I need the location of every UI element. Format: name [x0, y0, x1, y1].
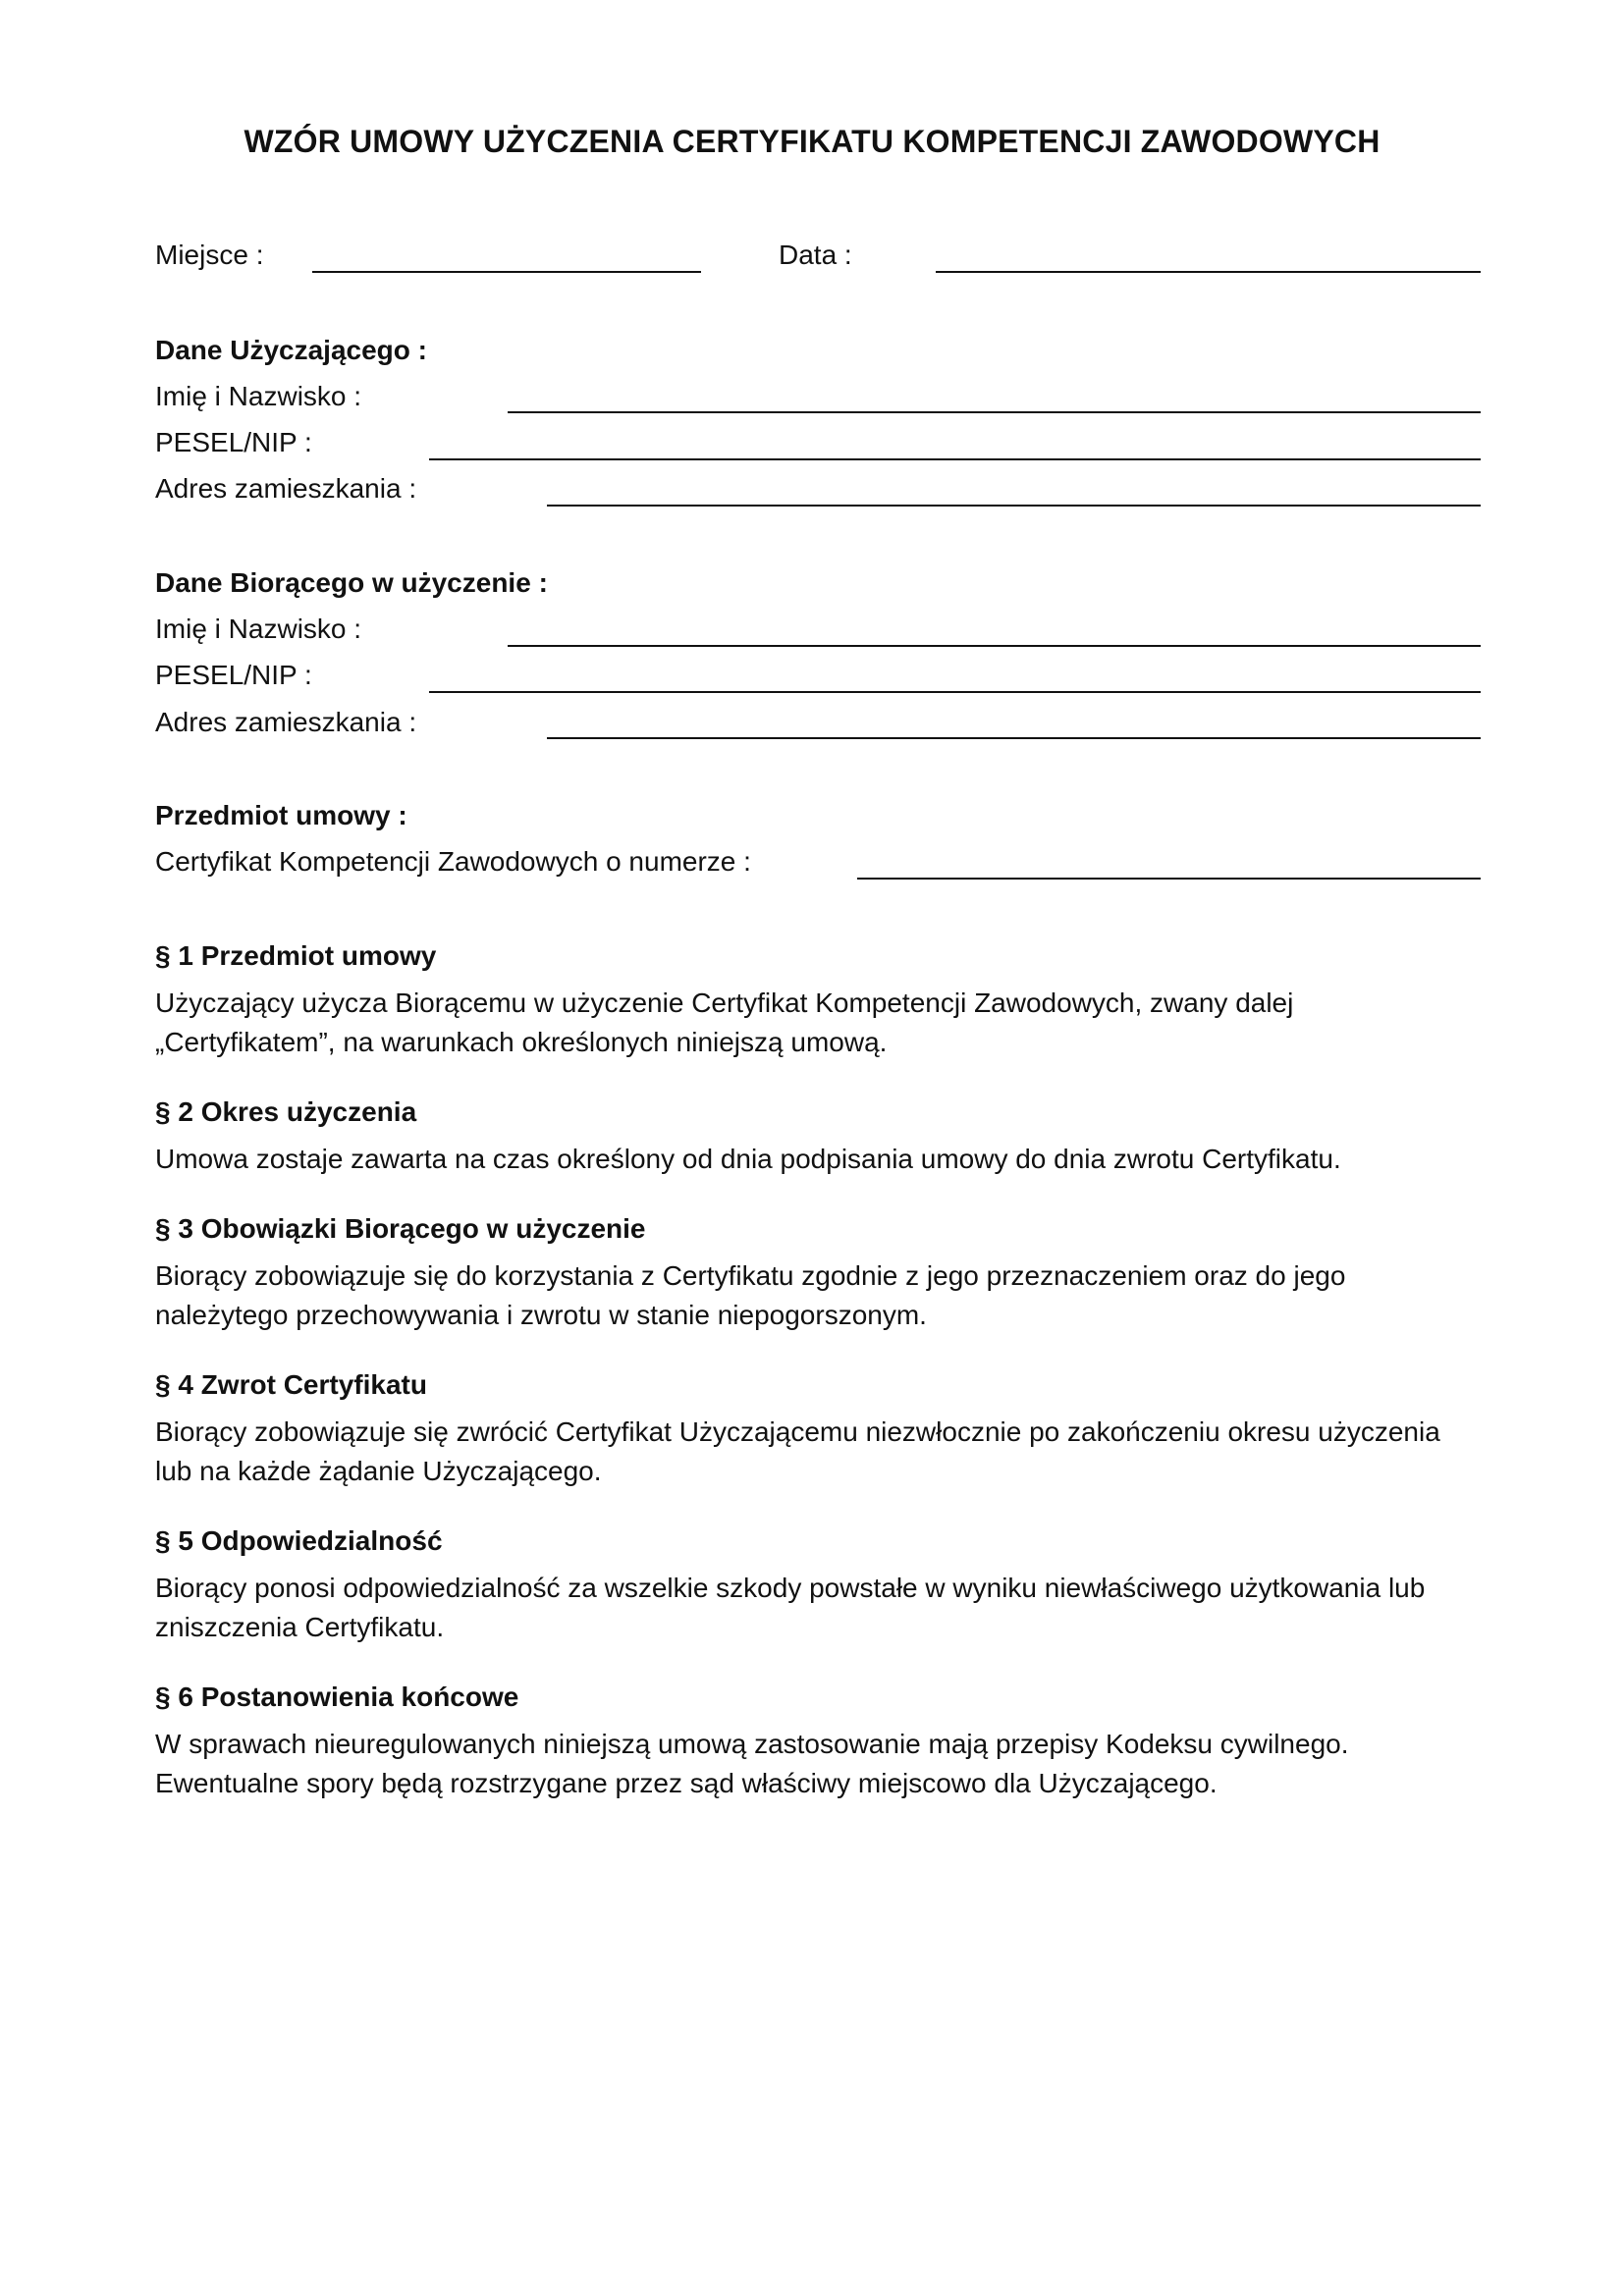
section-5-heading: § 5 Odpowiedzialność: [155, 1525, 443, 1556]
lender-id-label: PESEL/NIP :: [155, 427, 312, 457]
borrower-address-label: Adres zamieszkania :: [155, 707, 417, 737]
section-1-heading: § 1 Przedmiot umowy: [155, 940, 437, 971]
section-2-line: Umowa zostaje zawarta na czas określony od dnia podpisania umowy do dnia zwrotu Certyfikatu.: [155, 1144, 1341, 1174]
section-3-line: Biorący zobowiązuje się do korzystania z Certyfikatu zgodnie z jego przeznaczeniem oraz do jego: [155, 1260, 1346, 1291]
section-2-heading: § 2 Okres użyczenia: [155, 1096, 417, 1127]
place-field-line[interactable]: [312, 271, 701, 273]
borrower-heading: Dane Biorącego w użyczenie :: [155, 567, 548, 598]
section-6-heading: § 6 Postanowienia końcowe: [155, 1682, 519, 1712]
document-title: WZÓR UMOWY UŻYCZENIA CERTYFIKATU KOMPETENCJI ZAWODOWYCH: [244, 124, 1380, 159]
borrower-name-field-line[interactable]: [508, 645, 1481, 647]
lender-id-field-line[interactable]: [429, 458, 1481, 460]
lender-address-field-line[interactable]: [547, 505, 1481, 507]
place-label: Miejsce :: [155, 240, 264, 270]
section-6-body: [155, 1725, 1510, 1803]
lender-name-label: Imię i Nazwisko :: [155, 381, 362, 411]
lender-address-label: Adres zamieszkania :: [155, 473, 417, 504]
section-4-heading: § 4 Zwrot Certyfikatu: [155, 1369, 427, 1400]
section-4-body: [155, 1413, 1510, 1491]
date-field-line[interactable]: [936, 271, 1481, 273]
section-4-line: Biorący zobowiązuje się zwrócić Certyfikat Użyczającemu niezwłocznie po zakończeniu okresu użyczenia: [155, 1416, 1440, 1447]
section-3-line: należytego przechowywania i zwrotu w stanie niepogorszonym.: [155, 1300, 927, 1330]
section-4-line: lub na każde żądanie Użyczającego.: [155, 1456, 602, 1486]
date-label: Data :: [779, 240, 852, 270]
borrower-name-label: Imię i Nazwisko :: [155, 614, 362, 644]
certificate-number-label: Certyfikat Kompetencji Zawodowych o numerze :: [155, 846, 751, 877]
lender-name-field-line[interactable]: [508, 411, 1481, 413]
section-2-body: [155, 1140, 1510, 1179]
section-1-line: Użyczający użycza Biorącemu w użyczenie Certyfikat Kompetencji Zawodowych, zwany dalej: [155, 988, 1294, 1018]
section-3-body: [155, 1256, 1510, 1335]
borrower-id-label: PESEL/NIP :: [155, 660, 312, 690]
borrower-address-field-line[interactable]: [547, 737, 1481, 739]
section-6-line: W sprawach nieuregulowanych niniejszą umową zastosowanie mają przepisy Kodeksu cywilnego.: [155, 1729, 1349, 1759]
borrower-id-field-line[interactable]: [429, 691, 1481, 693]
section-5-line: Biorący ponosi odpowiedzialność za wszelkie szkody powstałe w wyniku niewłaściwego użytkowania lub: [155, 1573, 1426, 1603]
section-3-heading: § 3 Obowiązki Biorącego w użyczenie: [155, 1213, 646, 1244]
lender-heading: Dane Użyczającego :: [155, 335, 427, 365]
section-1-line: „Certyfikatem”, na warunkach określonych niniejszą umową.: [155, 1027, 888, 1057]
section-5-body: [155, 1569, 1510, 1647]
section-6-line: Ewentualne spory będą rozstrzygane przez sąd właściwy miejscowo dla Użyczającego.: [155, 1768, 1218, 1798]
subject-heading: Przedmiot umowy :: [155, 800, 407, 830]
certificate-number-field-line[interactable]: [857, 878, 1481, 880]
section-1-body: [155, 984, 1510, 1062]
section-5-line: zniszczenia Certyfikatu.: [155, 1612, 445, 1642]
